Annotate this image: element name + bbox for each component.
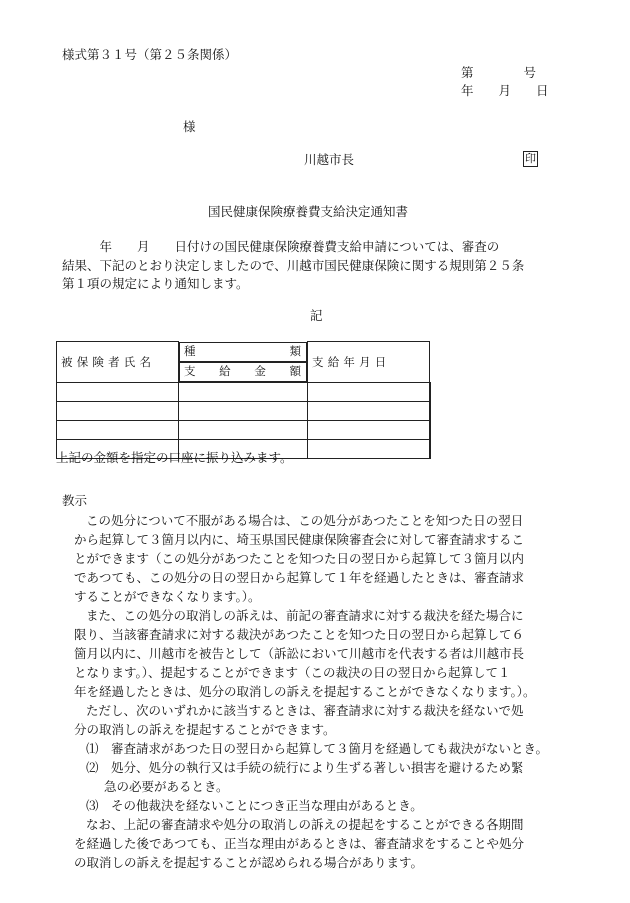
table-cell [179,420,308,439]
date-label: 年 月 日 [461,83,549,98]
seal-mark: 印 [525,152,536,165]
notice-heading: 教示 [62,493,88,508]
notice-line: この処分について不服がある場合は、この処分があつたことを知つた日の翌日 [86,513,524,528]
header-amount-char: 額 [289,363,301,378]
issuer: 川越市長 [304,152,355,167]
payment-table [56,341,431,459]
notice-line: の取消しの訴えを提起することが認められる場合があります。 [74,855,424,870]
notice-line: また、この処分の取消しの訴えは、前記の審査請求に対する裁決を経た場合に [86,608,524,623]
table-header-row [57,342,431,383]
header-amount-char: 金 [254,363,266,378]
table-cell [57,382,179,401]
notice-line: 箇月以内に、川越市を被告として（訴訟において川越市を代表する者は川越市長 [74,646,525,661]
table-cell [430,439,431,458]
table-cell [179,382,308,401]
table-cell [430,420,431,439]
notice-line: 限り、当該審査請求に対する裁決があつたことを知つた日の翌日から起算して６ [74,627,525,642]
table-cell [179,401,308,420]
intro-line: 結果、下記のとおり決定しましたので、川越市国民健康保険に関する規則第２５条 [62,258,525,273]
header-amount [179,362,307,382]
header-pay-date: 支給年月日 [308,342,430,383]
ki-label: 記 [310,308,323,323]
intro-line: 第１項の規定により通知します。 [62,276,249,291]
table-row [57,382,431,401]
document-title: 国民健康保険療養費支給決定通知書 [208,204,409,219]
transfer-note: 上記の金額を指定の口座に振り込みます。 [56,450,293,465]
table-cell [308,420,430,439]
notice-line: することができなくなります。）。 [74,589,261,604]
table-row [57,420,431,439]
notice-line: 分の取消しの訴えを提起することができます。 [74,722,336,737]
table-cell [308,382,430,401]
header-type [179,342,307,362]
header-type-char: 種 [184,343,196,358]
notice-line: ⑶ その他裁決を経ないことにつき正当な理由があるとき。 [86,798,423,813]
notice-line: ⑵ 処分、処分の執行又は手続の続行により生ずる著しい損害を避けるため緊 [86,760,524,775]
notice-line: とができます（この処分があつたことを知つた日の翌日から起算して３箇月以内 [74,551,525,566]
intro-line: 年 月 日付けの国民健康保険療養費支給申請については、審査の [62,239,500,254]
table-row [57,401,431,420]
notice-line: ⑴ 審査請求があつた日の翌日から起算して３箇月を経過しても裁決がないとき。 [86,741,549,756]
notice-line: ただし、次のいずれかに該当するときは、審査請求に対する裁決を経ないで処 [86,703,524,718]
table-cell [57,401,179,420]
notice-line: 年を経過したときは、処分の取消しの訴えを提起することができなくなります。）。 [74,684,536,699]
table-cell [308,439,430,458]
notice-line: であつても、この処分の日の翌日から起算して１年を経過したときは、審査請求 [74,570,525,585]
table-cell [308,401,430,420]
number-label: 第 号 [461,65,537,80]
addressee-suffix: 様 [183,119,196,134]
notice-line: 急の必要があるとき。 [104,779,229,794]
notice-line: から起算して３箇月以内に、埼玉県国民健康保険審査会に対して審査請求するこ [74,532,525,547]
table-cell [57,420,179,439]
header-amount-char: 支 [184,363,196,378]
header-amount-char: 給 [219,363,231,378]
header-type-char: 類 [289,343,301,358]
table-cell [430,401,431,420]
notice-line: なお、上記の審査請求や処分の取消しの訴えの提起をすることができる各期間 [86,817,524,832]
form-label: 様式第３１号（第２５条関係） [62,47,238,62]
table-cell [430,382,431,401]
header-insured-name: 被保険者氏名 [57,342,179,383]
notice-line: となります。）、提起することができます（この裁決の日の翌日から起算して１ [74,665,511,680]
notice-line: を経過した後であつても、正当な理由があるときは、審査請求をすることや処分 [74,836,525,851]
